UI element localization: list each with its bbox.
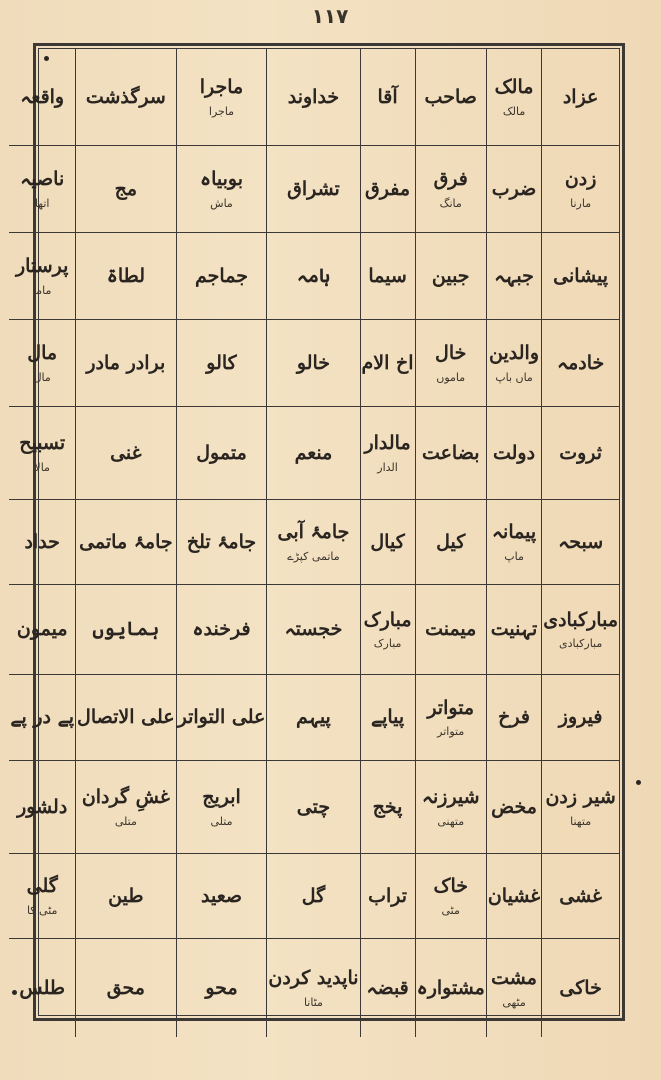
table-cell — [266, 500, 359, 585]
cell-gloss: مٹی کا — [26, 903, 58, 917]
table-cell — [75, 233, 176, 320]
cell-gloss: متھنی — [437, 814, 465, 828]
table-cell — [176, 407, 267, 500]
table-cell — [541, 500, 619, 585]
cell-word: غشیان — [487, 884, 541, 907]
cell-gloss: مارنا — [570, 196, 592, 210]
cell-gloss: مبارک — [373, 637, 402, 651]
cell-word: خداوند — [287, 85, 340, 108]
cell-gloss: مانگ — [439, 196, 462, 210]
cell-word: فرخ — [498, 706, 530, 729]
cell-word: جامۂ آبی — [277, 521, 350, 543]
cell-word: برادر مادر — [86, 351, 166, 374]
table-cell — [486, 939, 541, 1037]
cell-word: مشتوارہ — [416, 976, 485, 999]
cell-gloss: مال — [33, 370, 51, 384]
cell-word: مبارکبادی — [543, 608, 618, 631]
table-cell — [415, 854, 486, 939]
cell-word: مبارک — [363, 608, 412, 631]
cell-gloss: ماش — [210, 196, 233, 210]
table-cell — [9, 49, 75, 146]
table-cell — [360, 407, 415, 500]
cell-word: منعم — [294, 441, 333, 464]
cell-word: تراب — [368, 884, 408, 907]
cell-word: تشراق — [287, 177, 340, 200]
cell-word: سیما — [368, 264, 407, 287]
table-cell — [415, 49, 486, 146]
cell-word: سبحہ — [558, 530, 604, 553]
cell-word: خاک — [433, 875, 468, 897]
cell-word: دولت — [492, 441, 536, 464]
cell-word: مشت — [491, 967, 537, 989]
table-cell — [541, 146, 619, 233]
cell-word: متمول — [196, 441, 247, 464]
table-cell — [360, 939, 415, 1037]
table-cell — [415, 146, 486, 233]
cell-word: علی التواتر — [177, 706, 266, 729]
table-cell — [415, 320, 486, 407]
cell-gloss: ماں باپ — [495, 370, 533, 384]
cell-gloss: مالا — [34, 460, 50, 474]
table-cell — [75, 761, 176, 854]
cell-word: پیشانی — [553, 264, 609, 287]
table-cell — [541, 49, 619, 146]
cell-word: پے در پے — [10, 706, 75, 729]
table-cell — [266, 146, 359, 233]
table-cell — [266, 761, 359, 854]
table-cell — [266, 585, 359, 675]
cell-word: کیل — [436, 530, 466, 553]
table-cell — [486, 407, 541, 500]
cell-word: غنی — [110, 441, 142, 464]
cell-word: علی الاتصال — [77, 706, 175, 729]
table-cell — [360, 761, 415, 854]
table-cell — [75, 407, 176, 500]
table-cell — [9, 233, 75, 320]
table-cell — [415, 761, 486, 854]
ink-speck — [44, 56, 49, 61]
table-cell — [75, 939, 176, 1037]
cell-gloss: متھنا — [570, 814, 592, 828]
table-cell — [266, 854, 359, 939]
table-cell — [75, 585, 176, 675]
table-cell — [75, 320, 176, 407]
cell-word: پیہم — [296, 706, 331, 729]
cell-word: کالو — [206, 351, 237, 374]
cell-word: جامۂ ماتمی — [79, 530, 173, 553]
table-cell — [176, 320, 267, 407]
table-cell — [541, 854, 619, 939]
table-cell — [486, 854, 541, 939]
table-cell — [415, 675, 486, 761]
table-cell — [360, 320, 415, 407]
table-cell — [541, 939, 619, 1037]
table-cell — [176, 500, 267, 585]
table-cell — [360, 675, 415, 761]
table-cell — [360, 146, 415, 233]
cell-word: صاحب — [424, 85, 477, 108]
table-cell — [486, 500, 541, 585]
table-cell — [266, 233, 359, 320]
table-cell — [75, 500, 176, 585]
table-cell — [176, 761, 267, 854]
table-cell — [9, 146, 75, 233]
table-cell — [75, 146, 176, 233]
table-cell — [9, 500, 75, 585]
cell-word: غشِ گردان — [81, 786, 170, 808]
ink-speck — [636, 780, 641, 785]
cell-word: محو — [205, 976, 238, 999]
table-cell — [266, 407, 359, 500]
page-number: ۱۱۷ — [311, 4, 349, 28]
cell-word: فرق — [433, 168, 468, 190]
cell-word: پخج — [372, 795, 403, 818]
cell-word: مالک — [494, 76, 534, 98]
table-cell — [541, 407, 619, 500]
cell-word: پیمانہ — [491, 521, 537, 543]
cell-word: حداد — [24, 530, 60, 553]
cell-word: جبہہ — [494, 264, 534, 287]
cell-word: غشی — [559, 884, 602, 907]
cell-word: بضاعت — [421, 441, 480, 464]
cell-gloss: متلی — [114, 814, 137, 828]
cell-word: خال — [435, 342, 467, 364]
cell-word: چتی — [296, 795, 331, 818]
table-cell — [266, 49, 359, 146]
cell-word: ثروت — [559, 441, 603, 464]
cell-gloss: ماتمی کپڑے — [287, 549, 340, 563]
table-cell — [266, 675, 359, 761]
table-cell — [486, 585, 541, 675]
cell-gloss: مٹانا — [303, 995, 323, 1009]
table-cell — [541, 675, 619, 761]
table-cell — [541, 585, 619, 675]
cell-gloss: ماموں — [436, 370, 466, 384]
cell-gloss: ماپ — [504, 549, 524, 563]
table-cell — [9, 585, 75, 675]
cell-word: قبضہ — [366, 976, 409, 999]
cell-word: واقعہ — [20, 85, 65, 108]
cell-word: والدین — [489, 342, 540, 364]
cell-word: تہنیت — [490, 618, 538, 641]
cell-word: فیروز — [558, 706, 603, 729]
table-cell — [9, 854, 75, 939]
cell-word: مخض — [491, 795, 537, 818]
table-cell — [360, 500, 415, 585]
table-cell — [360, 233, 415, 320]
cell-gloss: مٹی — [441, 903, 460, 917]
table-cell — [415, 407, 486, 500]
cell-word: زدن — [564, 168, 597, 190]
cell-word: صعید — [200, 884, 242, 907]
table-cell — [9, 939, 75, 1037]
cell-word: ناصیہ — [20, 168, 65, 190]
cell-word: شیر زدن — [545, 786, 616, 808]
cell-word: ہامہ — [296, 264, 331, 287]
cell-word: محق — [106, 976, 145, 999]
cell-word: ماجرا — [199, 76, 244, 98]
cell-gloss: مٹھی — [502, 995, 526, 1009]
cell-word: میمنت — [425, 618, 477, 641]
table-cell — [176, 585, 267, 675]
table-cell — [9, 320, 75, 407]
cell-word: لطاۃ — [106, 264, 145, 287]
cell-word: سرگذشت — [85, 85, 166, 108]
cell-word: شیرزنہ — [421, 786, 480, 808]
cell-word: میمون — [16, 618, 68, 641]
cell-word: مج — [114, 177, 138, 200]
table-cell — [176, 675, 267, 761]
cell-word: خجستہ — [284, 618, 343, 641]
cell-gloss: متلی — [210, 814, 233, 828]
table-cell — [176, 939, 267, 1037]
cell-word: مفرق — [365, 177, 411, 200]
cell-word: طین — [108, 884, 144, 907]
cell-gloss: الدار — [377, 460, 398, 474]
cell-word: خالو — [296, 351, 331, 374]
cell-gloss: ماما — [32, 283, 52, 297]
cell-word: بوبیاہ — [199, 168, 244, 190]
table-cell — [415, 500, 486, 585]
table-cell — [486, 320, 541, 407]
table-cell — [486, 761, 541, 854]
cell-gloss: ماجرا — [208, 104, 235, 118]
table-cell — [360, 49, 415, 146]
table-cell — [266, 320, 359, 407]
cell-word: متواتر — [427, 696, 475, 719]
cell-word: گل — [301, 884, 326, 907]
cell-word: خادمہ — [556, 351, 605, 374]
table-cell — [176, 146, 267, 233]
cell-word: ضرب — [491, 177, 537, 200]
table-cell — [415, 585, 486, 675]
cell-word: کیال — [370, 530, 405, 553]
table-cell — [486, 233, 541, 320]
table-cell — [541, 761, 619, 854]
cell-word: خاکی — [559, 976, 602, 999]
table-cell — [415, 939, 486, 1037]
table-cell — [486, 49, 541, 146]
cell-word: تسبیح — [19, 432, 66, 454]
cell-word: ہمایوں — [92, 618, 160, 641]
table-cell — [176, 854, 267, 939]
table-cell — [176, 233, 267, 320]
table-cell — [9, 407, 75, 500]
cell-word: جامۂ تلخ — [186, 530, 257, 553]
table-cell — [75, 854, 176, 939]
table-cell — [9, 761, 75, 854]
cell-word: پرستار — [16, 255, 69, 277]
cell-word: فرخندہ — [192, 618, 251, 641]
table-cell — [486, 146, 541, 233]
cell-word: مال — [27, 342, 58, 364]
cell-word: آقا — [377, 85, 398, 108]
table-cell — [266, 939, 359, 1037]
cell-word: عزاد — [562, 85, 599, 108]
cell-word: طلس — [19, 976, 66, 999]
cell-word: اخ الام — [361, 351, 414, 374]
cell-word: ابریج — [202, 786, 241, 808]
cell-gloss: اتھا — [34, 196, 50, 210]
cell-word: ناپدید کردن — [268, 967, 359, 989]
table-cell — [415, 233, 486, 320]
cell-gloss: مالک — [502, 104, 526, 118]
synonym-table — [10, 48, 620, 1016]
table-cell — [486, 675, 541, 761]
cell-word: مالدار — [364, 432, 411, 454]
table-cell — [541, 233, 619, 320]
table-cell — [360, 585, 415, 675]
cell-word: دلشور — [17, 795, 68, 818]
ink-speck — [12, 990, 17, 995]
table-cell — [9, 675, 75, 761]
cell-word: جماجم — [195, 264, 248, 287]
table-cell — [176, 49, 267, 146]
cell-word: جبین — [431, 264, 470, 287]
cell-gloss: مبارکبادی — [558, 637, 603, 651]
table-cell — [75, 49, 176, 146]
table-cell — [360, 854, 415, 939]
table-cell — [541, 320, 619, 407]
cell-gloss: متواتر — [437, 725, 465, 739]
cell-word: گلی — [26, 875, 58, 897]
cell-word: پیاپے — [370, 706, 405, 729]
table-cell — [75, 675, 176, 761]
